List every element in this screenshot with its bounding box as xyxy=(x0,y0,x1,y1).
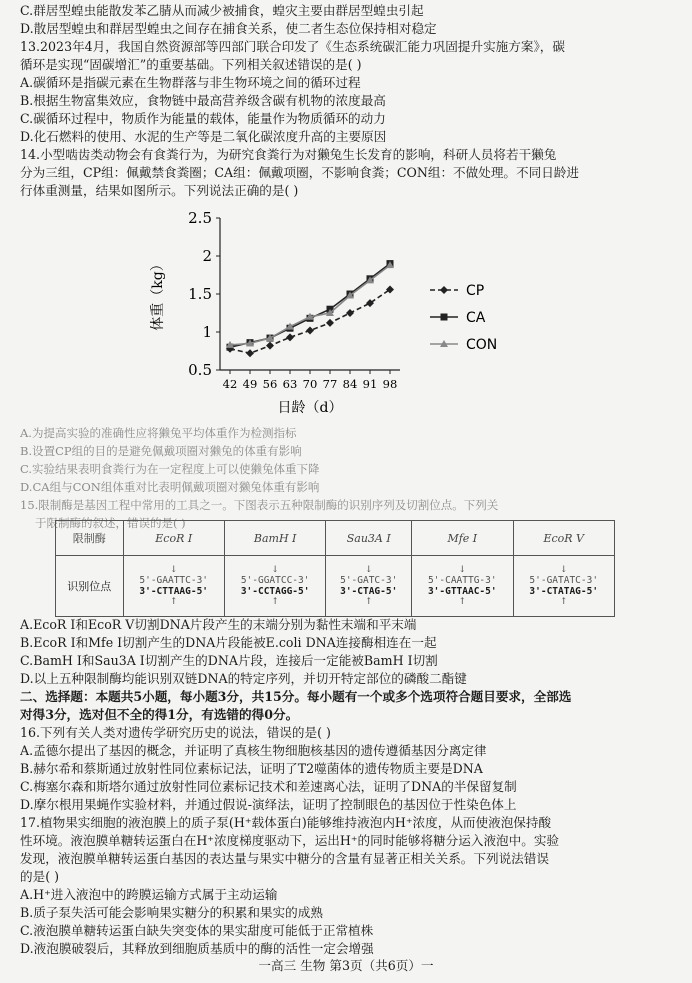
weight-line-chart xyxy=(150,200,550,430)
enzyme-name: Sau3A I xyxy=(326,521,412,556)
page-footer: 一高三 生物 第3页（共6页）一 xyxy=(258,958,434,973)
cut-arrow-up-icon: ↑ xyxy=(169,597,178,607)
q13-option-c: C.碳循环过程中，物质作为能量的载体，能量作为物质循环的动力 xyxy=(20,111,386,126)
cut-arrow-down-icon: ↓ xyxy=(364,565,373,575)
data-point xyxy=(266,342,274,350)
q15-stem-1: 15.限制酶是基因工程中常用的工具之一。下图表示五种限制酶的识别序列及切割位点。下列关 xyxy=(20,498,499,512)
q12-option-d: D.散居型蝗虫和群居型蝗虫之间存在捕食关系，使二者生态位保持相对稳定 xyxy=(20,21,437,36)
y-tick-label: 2.5 xyxy=(188,209,212,227)
table-header-site: 识别位点 xyxy=(56,556,124,617)
q16-option-b: B.赫尔希和蔡斯通过放射性同位素标记法，证明了T2噬菌体的遗传物质主要是DNA xyxy=(20,761,483,776)
section-2-rules: 对得3分，选对但不全的得1分，有选错的得0分。 xyxy=(20,707,299,722)
data-point xyxy=(326,319,334,327)
x-tick-label: 98 xyxy=(382,377,398,391)
x-tick-label: 84 xyxy=(342,377,358,391)
data-point xyxy=(246,349,254,357)
q14-option-b: B.设置CP组的目的是避免佩戴项圈对獭兔的体重有影响 xyxy=(20,444,302,458)
q17-stem-4: 的是( ) xyxy=(20,869,60,884)
q15-option-a: A.EcoR I和EcoR V切割DNA片段产生的末端分别为黏性末端和平末端 xyxy=(20,617,417,632)
legend-label-ca: CA xyxy=(466,310,486,326)
q17-option-b: B.质子泵失活可能会影响果实糖分的积累和果实的成熟 xyxy=(20,905,323,920)
q17-option-c: C.液泡膜单糖转运蛋白缺失突变体的果实甜度可能低于正常植株 xyxy=(20,923,374,938)
enzyme-site: ↓ 5'-GAATTC-3' 3'-CTTAAG-5' ↑ xyxy=(123,556,224,617)
x-tick-label: 63 xyxy=(282,377,298,391)
q16-option-d: D.摩尔根用果蝇作实验材料，并通过假说-演绎法，证明了控制眼色的基因位于性染色体上 xyxy=(20,797,517,812)
q15-option-c: C.BamH I和Sau3A I切割产生的DNA片段，连接后一定能被BamH I切割 xyxy=(20,653,438,668)
q14-option-d: D.CA组与CON组体重对比表明佩戴项圈对獭兔体重有影响 xyxy=(20,480,320,494)
q13-stem-1: 13.2023年4月，我国自然资源部等四部门联合印发了《生态系统碳汇能力巩固提升实施方案》，碳 xyxy=(20,39,565,54)
legend-label-cp: CP xyxy=(466,283,485,299)
q15-stem-2: 于限制酶的叙述，错误的是( ) xyxy=(35,516,186,530)
q16-option-a: A.孟德尔提出了基因的概念，并证明了真核生物细胞核基因的遗传遵循基因分离定律 xyxy=(20,743,487,758)
x-tick-label: 70 xyxy=(302,377,318,391)
q15-option-b: B.EcoR I和Mfe I切割产生的DNA片段能被E.coli DNA连接酶相连在一起 xyxy=(20,635,437,650)
data-point xyxy=(440,286,448,294)
enzyme-name: Mfe I xyxy=(412,521,513,556)
cut-arrow-up-icon: ↑ xyxy=(364,597,373,607)
cut-arrow-down-icon: ↓ xyxy=(559,565,568,575)
y-tick-label: 0.5 xyxy=(188,361,212,379)
cut-arrow-up-icon: ↑ xyxy=(559,597,568,607)
x-axis-title: 日龄（d） xyxy=(277,400,343,416)
q16-option-c: C.梅塞尔森和斯塔尔通过放射性同位素标记技术和差速离心法，证明了DNA的半保留复制 xyxy=(20,779,517,794)
table-header-enzyme: 限制酶 xyxy=(56,521,124,556)
x-tick-label: 49 xyxy=(242,377,258,391)
data-point xyxy=(441,314,448,321)
y-tick-label: 1.5 xyxy=(188,285,212,303)
y-tick-label: 1 xyxy=(202,323,212,341)
q13-option-b: B.根据生物富集效应，食物链中最高营养级含碳有机物的浓度最高 xyxy=(20,93,386,108)
q14-option-a: A.为提高实验的准确性应将獭兔平均体重作为检测指标 xyxy=(20,426,297,440)
cut-arrow-down-icon: ↓ xyxy=(169,565,178,575)
legend-label-con: CON xyxy=(466,337,498,353)
x-tick-label: 42 xyxy=(222,377,238,391)
enzyme-name: EcoR I xyxy=(123,521,224,556)
y-tick-label: 2 xyxy=(202,247,212,265)
q17-option-d: D.液泡膜破裂后，其释放到细胞质基质中的酶的活性一定会增强 xyxy=(20,941,374,956)
cut-arrow-down-icon: ↓ xyxy=(458,565,467,575)
enzyme-site: ↓ 5'-CAATTG-3' 3'-GTTAAC-5' ↑ xyxy=(412,556,513,617)
y-axis-title: 体重（kg） xyxy=(150,257,166,331)
cut-arrow-down-icon: ↓ xyxy=(271,565,279,575)
cut-arrow-up-icon: ↑ xyxy=(458,597,467,607)
q16-stem: 16.下列有关人类对遗传学研究历史的说法，错误的是( ) xyxy=(20,725,331,740)
q14-option-c: C.实验结果表明食粪行为在一定程度上可以使獭兔体重下降 xyxy=(20,462,320,476)
cut-arrow-up-icon: ↑ xyxy=(271,597,279,607)
q14-stem-3: 行体重测量，结果如图所示。下列说法正确的是( ) xyxy=(20,183,299,198)
q17-stem-1: 17.植物果实细胞的液泡膜上的质子泵(H⁺载体蛋白)能够维持液泡内H⁺浓度，从而使液泡保持酸 xyxy=(20,815,552,830)
q13-stem-2: 循环是实现“固碳增汇”的重要基础。下列相关叙述错误的是( ) xyxy=(20,57,362,72)
enzyme-name: EcoR V xyxy=(513,521,615,556)
enzyme-site: ↓ 5'-GGATCC-3' 3'-CCTAGG-5' ↑ xyxy=(224,556,325,617)
data-point xyxy=(286,333,294,341)
enzyme-site: ↓ 5'-GATATC-3' 3'-CTATAG-5' ↑ xyxy=(513,556,615,617)
data-point xyxy=(306,326,314,334)
enzyme-site: ↓ 5'-GATC-3' 3'-CTAG-5' ↑ xyxy=(326,556,412,617)
x-tick-label: 91 xyxy=(362,377,378,391)
data-point xyxy=(346,309,354,317)
q15-option-d: D.以上五种限制酶均能识别双链DNA的特定序列，并切开特定部位的磷酸二酯键 xyxy=(20,671,467,686)
q17-option-a: A.H⁺进入液泡中的跨膜运输方式属于主动运输 xyxy=(20,887,278,902)
restriction-enzyme-table xyxy=(55,520,615,617)
x-tick-label: 77 xyxy=(322,377,338,391)
q12-option-c: C.群居型蝗虫能散发苯乙腈从而减少被捕食，蝗灾主要由群居型蝗虫引起 xyxy=(20,3,424,18)
q14-stem-2: 分为三组，CP组：佩戴禁食粪圈；CA组：佩戴项圈，不影响食粪；CON组：不做处理。不同日龄进 xyxy=(20,165,579,180)
q17-stem-2: 性环境。液泡膜单糖转运蛋白在H⁺浓度梯度驱动下，运出H⁺的同时能够将糖分运入液泡中。实验 xyxy=(20,833,560,848)
q13-option-d: D.化石燃料的使用、水泥的生产等是二氧化碳浓度升高的主要原因 xyxy=(20,129,387,144)
q17-stem-3: 发现，液泡膜单糖转运蛋白基因的表达量与果实中糖分的含量有显著正相关关系。下列说法错误 xyxy=(20,851,549,866)
enzyme-name: BamH I xyxy=(224,521,325,556)
q13-option-a: A.碳循环是指碳元素在生物群落与非生物环境之间的循环过程 xyxy=(20,75,361,90)
x-tick-label: 56 xyxy=(262,377,278,391)
section-2-title: 二、选择题：本题共5小题，每小题3分，共15分。每小题有一个或多个选项符合题目要求，全部选 xyxy=(20,689,572,704)
q14-stem-1: 14.小型啮齿类动物会有食粪行为，为研究食粪行为对獭兔生长发育的影响，科研人员将若干獭兔 xyxy=(20,147,557,162)
